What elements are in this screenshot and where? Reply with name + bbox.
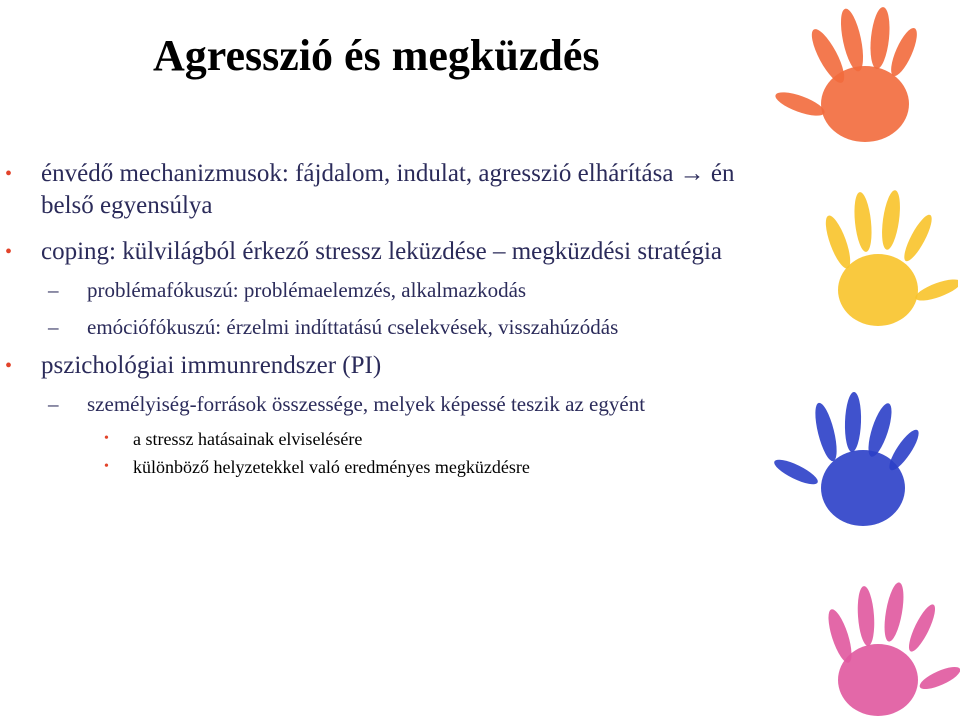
dash-icon: –: [48, 392, 59, 416]
bullet-list: [0, 158, 760, 483]
pink-handprint-icon: [800, 578, 960, 724]
bullet-item-3: [0, 350, 760, 382]
sub-sub-item-3-1-2: [0, 455, 760, 479]
bullet-dot-icon: •: [5, 355, 13, 377]
sub-item-text: emóciófókuszú: érzelmi indíttatású cselekvések, visszahúzódás: [87, 315, 619, 339]
sub-item-text: személyiség-források összessége, melyek képessé teszik az egyént: [87, 392, 646, 416]
orange-handprint-icon: [770, 4, 950, 154]
blue-handprint-icon: [768, 388, 938, 548]
yellow-handprint-icon: [798, 180, 958, 340]
sub-item-text: problémafókuszú: problémaelemzés, alkalmazkodás: [87, 278, 527, 302]
sub-sub-item-3-1-1: [0, 427, 760, 451]
bullet-item-1: [0, 158, 760, 222]
dash-icon: –: [48, 278, 59, 302]
slide-title: Agresszió és megküzdés: [153, 31, 600, 80]
bullet-item-text: énvédő mechanizmusok: fájdalom, indulat, agresszió elhárítása → én belső egyensúlya: [41, 160, 735, 219]
sub-sub-item-text: a stressz hatásainak elviselésére: [133, 429, 363, 449]
bullet-dot-icon: •: [5, 241, 13, 263]
bullet-dot-icon: •: [104, 459, 109, 474]
sub-item-3-1: [0, 390, 707, 418]
bullet-item-text: coping: külvilágból érkező stressz leküzdése – megküzdési stratégia: [41, 238, 723, 265]
bullet-dot-icon: •: [104, 431, 109, 446]
bullet-item-text: pszichológiai immunrendszer (PI): [41, 352, 382, 379]
dash-icon: –: [48, 315, 59, 339]
sub-item-2-2: [0, 313, 707, 341]
bullet-item-2: [0, 236, 760, 268]
bullet-dot-icon: •: [5, 163, 13, 185]
sub-item-2-1: [0, 276, 707, 304]
sub-sub-item-text: különböző helyzetekkel való eredményes megküzdésre: [133, 457, 530, 477]
